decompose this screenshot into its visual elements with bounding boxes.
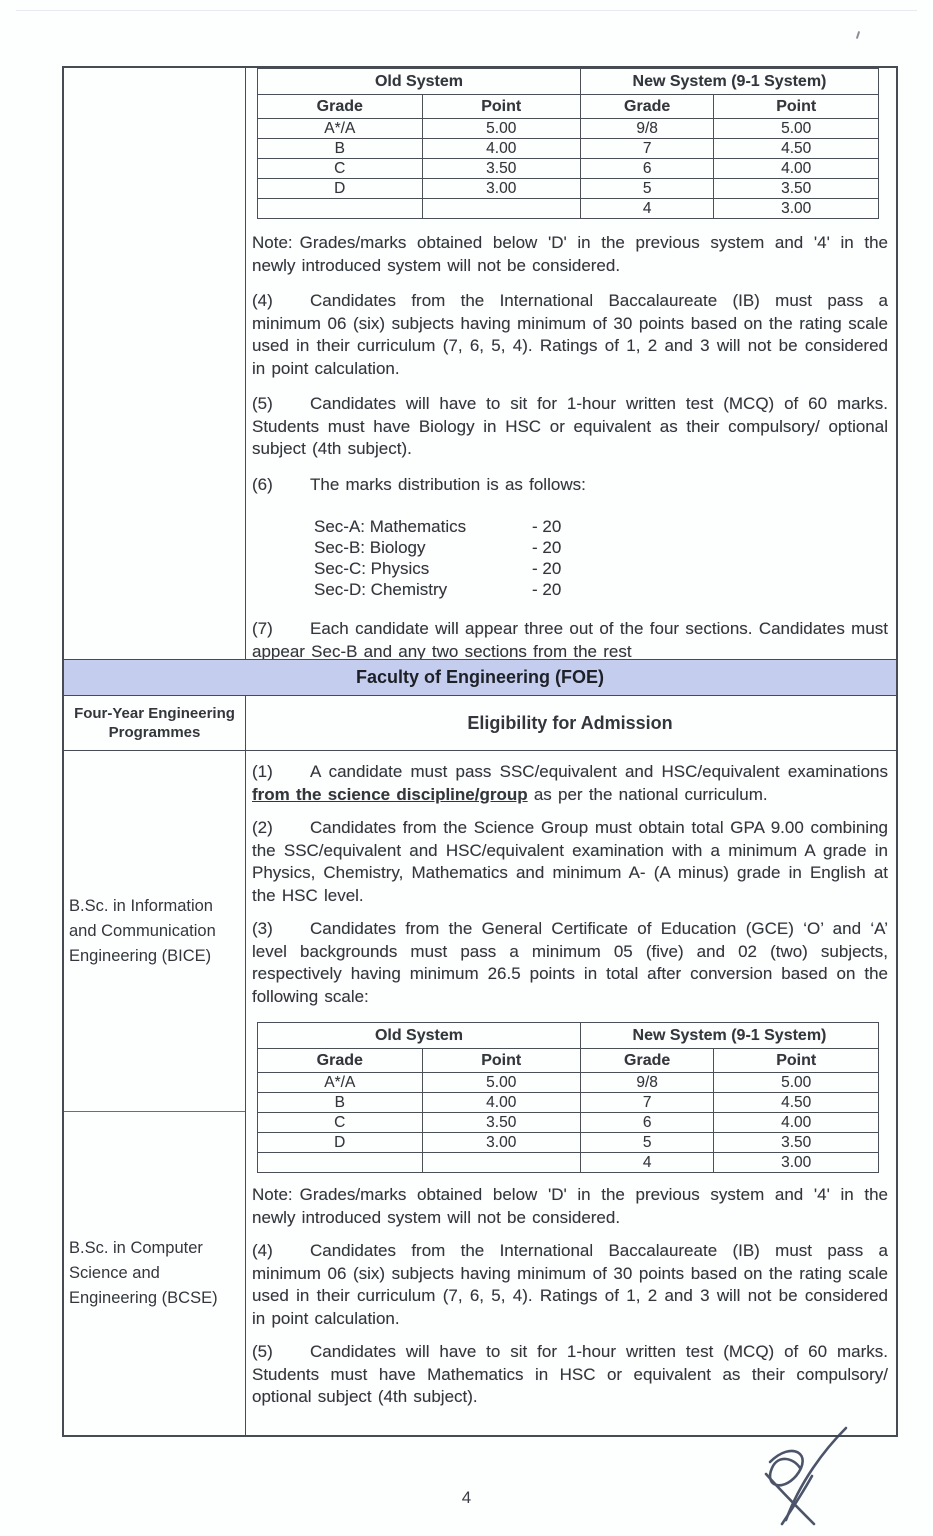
marks-section-label: Sec-C: Physics — [314, 559, 430, 578]
paragraph-number: (5) — [252, 1342, 273, 1361]
marks-section-label: Sec-A: Mathematics — [314, 517, 467, 536]
paragraph-3 — [252, 918, 888, 1008]
point-cell: 3.50 — [422, 1113, 580, 1133]
note-text: Grades/marks obtained below 'D' in the previous system and '4' in the newly introduced system will not be considered. — [252, 1185, 888, 1227]
col-header-point: Point — [422, 1049, 580, 1073]
point-cell: 4.00 — [714, 159, 879, 179]
point-cell — [422, 1153, 580, 1173]
paragraph-5 — [252, 393, 888, 461]
grade-cell: 6 — [580, 1113, 714, 1133]
grade-cell: C — [258, 159, 423, 179]
table-row — [258, 1153, 879, 1173]
empty-left-cell — [64, 68, 246, 659]
scan-speck — [856, 31, 860, 39]
table-row — [258, 1133, 879, 1153]
paragraph-number: (2) — [252, 818, 273, 837]
table-row — [258, 1093, 879, 1113]
emphasized-text: from the science discipline/group — [252, 784, 528, 804]
faculty-banner-title: Faculty of Engineering (FOE) — [355, 667, 604, 687]
table-row — [258, 199, 879, 219]
point-cell: 3.00 — [714, 199, 879, 219]
marks-distribution-row — [314, 558, 888, 579]
paragraph-6 — [252, 474, 888, 497]
signature-scribble — [742, 1424, 852, 1528]
paragraph-number: (6) — [252, 474, 273, 494]
table-row — [258, 119, 879, 139]
table-row — [258, 1113, 879, 1133]
paragraph-2 — [252, 817, 888, 907]
grade-cell — [258, 1153, 423, 1173]
point-cell: 5.00 — [714, 119, 879, 139]
point-cell: 3.00 — [714, 1153, 879, 1173]
marks-section-value: - 20 — [532, 517, 562, 536]
marks-distribution-row — [314, 516, 888, 537]
section-top-content — [246, 68, 896, 659]
paragraph-text: A candidate must pass SSC/equivalent and HSC/equivalent examinations — [310, 762, 888, 781]
grade-cell: 9/8 — [580, 119, 714, 139]
programme-bice-label: B.Sc. in Information and Communication Engineering (BICE) — [69, 896, 216, 965]
paragraph-text: Each candidate will appear three out of the four sections. Candidates must appear Sec-B and any two sections from the rest — [252, 619, 888, 659]
point-cell: 3.50 — [714, 1133, 879, 1153]
point-cell: 4.00 — [422, 139, 580, 159]
marks-section-value: - 20 — [532, 559, 562, 578]
old-system-header: Old System — [258, 1023, 581, 1049]
paragraph-number: (5) — [252, 394, 273, 413]
grade-cell: D — [258, 179, 423, 199]
new-system-header: New System (9-1 System) — [580, 69, 878, 95]
point-cell: 3.00 — [422, 179, 580, 199]
marks-section-label: Sec-D: Chemistry — [314, 580, 448, 599]
note-label: Note: — [252, 233, 293, 252]
note-paragraph — [252, 1184, 888, 1229]
grade-cell: 6 — [580, 159, 714, 179]
paragraph-number: (7) — [252, 619, 273, 638]
point-cell — [422, 199, 580, 219]
marks-distribution-row — [314, 537, 888, 558]
point-cell: 4.00 — [714, 1113, 879, 1133]
paragraph-7 — [252, 618, 888, 659]
marks-section-value: - 20 — [532, 580, 562, 599]
note-text: Grades/marks obtained below 'D' in the previous system and '4' in the newly introduced system will not be considered. — [252, 233, 888, 275]
col-header-point: Point — [422, 95, 580, 119]
programme-bcse-cell — [64, 1112, 245, 1435]
grade-cell: D — [258, 1133, 423, 1153]
point-cell: 5.00 — [422, 119, 580, 139]
paragraph-text: Candidates from the Science Group must obtain total GPA 9.00 combining the SSC/equivalent and HSC/equivalent examination with a minimum A grade in Physics, Chemistry, Mathematics and minimum A- (A minus) grade in English at the HSC level. — [252, 818, 888, 905]
marks-distribution-row — [314, 579, 888, 600]
grade-cell: 4 — [580, 1153, 714, 1173]
marks-section-label: Sec-B: Biology — [314, 538, 426, 557]
foe-body-row — [64, 751, 896, 1435]
grade-cell: A*/A — [258, 119, 423, 139]
col-header-grade: Grade — [258, 1049, 423, 1073]
col-header-grade: Grade — [258, 95, 423, 119]
paragraph-4 — [252, 1240, 888, 1330]
paragraph-1 — [252, 761, 888, 806]
grade-conversion-table-1 — [257, 68, 879, 219]
grade-cell: 7 — [580, 1093, 714, 1113]
point-cell: 4.00 — [422, 1093, 580, 1113]
col-header-grade: Grade — [580, 1049, 714, 1073]
paragraph-text: Candidates from the International Baccalaureate (IB) must pass a minimum 06 (six) subjects having minimum of 30 points based on the rating scale used in their curriculum (7, 6, 5, 4). Ratings of 1, 2 and 3 will not be considered in point calculation. — [252, 291, 888, 378]
eligibility-column-header: Eligibility for Admission — [467, 712, 673, 733]
faculty-banner — [64, 660, 896, 696]
grade-cell: 4 — [580, 199, 714, 219]
marks-section-value: - 20 — [532, 538, 562, 557]
paragraph-number: (4) — [252, 1241, 273, 1260]
point-cell: 3.00 — [422, 1133, 580, 1153]
table-row — [258, 179, 879, 199]
new-system-header: New System (9-1 System) — [580, 1023, 878, 1049]
paragraph-5 — [252, 1341, 888, 1409]
table-row — [258, 159, 879, 179]
column-header-row — [64, 696, 896, 751]
grade-cell — [258, 199, 423, 219]
point-cell: 3.50 — [714, 179, 879, 199]
old-system-header: Old System — [258, 69, 581, 95]
paragraph-text: Candidates from the International Baccalaureate (IB) must pass a minimum 06 (six) subjects having minimum of 30 points based on the rating scale used in their curriculum (7, 6, 5, 4). Ratings of 1, 2 and 3 will not be considered in point calculation. — [252, 1241, 888, 1328]
table-row — [258, 1073, 879, 1093]
col-header-grade: Grade — [580, 95, 714, 119]
col-header-point: Point — [714, 1049, 879, 1073]
document-outer-table — [62, 66, 898, 1437]
col-header-point: Point — [714, 95, 879, 119]
point-cell: 3.50 — [422, 159, 580, 179]
point-cell: 5.00 — [422, 1073, 580, 1093]
grade-cell: 5 — [580, 1133, 714, 1153]
programme-bice-cell — [64, 751, 245, 1112]
paragraph-text: Candidates will have to sit for 1-hour written test (MCQ) of 60 marks. Students must have Mathematics in HSC or equivalent as their compulsory/ optional subject (4th subject). — [252, 1342, 888, 1406]
marks-distribution-list — [314, 516, 888, 600]
page-number: 4 — [461, 1488, 472, 1507]
paragraph-text: Candidates from the General Certificate of Education (GCE) ‘O’ and ‘A’ level backgrounds must pass a minimum 05 (five) and 02 (two) subjects, respectively having minimum 26.5 points in total after conversion based on the following scale: — [252, 919, 888, 1006]
grade-cell: 9/8 — [580, 1073, 714, 1093]
section-previous-programme — [64, 68, 896, 660]
table-row — [258, 139, 879, 159]
scan-edge-artifact — [16, 10, 917, 11]
eligibility-content — [246, 751, 896, 1435]
programme-bcse-label: B.Sc. in Computer Science and Engineering (BCSE) — [69, 1239, 218, 1307]
point-cell: 4.50 — [714, 139, 879, 159]
paragraph-number: (4) — [252, 291, 273, 310]
grade-cell: B — [258, 1093, 423, 1113]
paragraph-text: as per the national curriculum. — [527, 784, 768, 804]
grade-cell: B — [258, 139, 423, 159]
point-cell: 5.00 — [714, 1073, 879, 1093]
grade-cell: 7 — [580, 139, 714, 159]
note-paragraph — [252, 232, 888, 277]
paragraph-text: Candidates will have to sit for 1-hour written test (MCQ) of 60 marks. Students must have Biology in HSC or equivalent as their compulsory/ optional subject (4th subject). — [252, 394, 888, 458]
programmes-column-header: Four-Year Engineering Programmes — [64, 696, 246, 750]
grade-conversion-table-2 — [257, 1022, 879, 1173]
grade-cell: A*/A — [258, 1073, 423, 1093]
grade-cell: 5 — [580, 179, 714, 199]
paragraph-4 — [252, 290, 888, 380]
grade-cell: C — [258, 1113, 423, 1133]
point-cell: 4.50 — [714, 1093, 879, 1113]
programmes-column — [64, 751, 246, 1435]
note-label: Note: — [252, 1185, 293, 1204]
paragraph-number: (3) — [252, 919, 273, 938]
paragraph-text: The marks distribution is as follows: — [310, 474, 586, 494]
paragraph-number: (1) — [252, 762, 273, 781]
